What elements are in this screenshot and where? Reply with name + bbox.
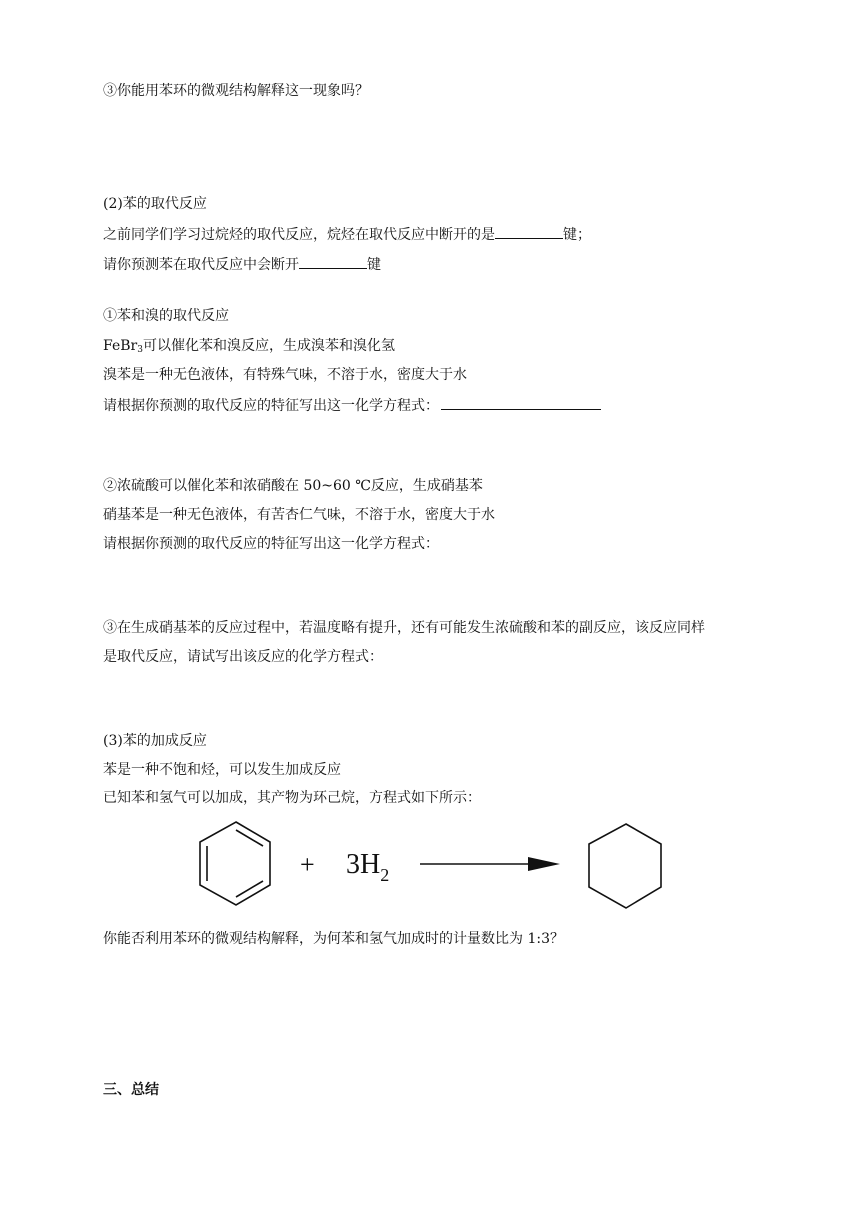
question-3-text: ③你能用苯环的微观结构解释这一现象吗？ — [103, 83, 369, 99]
benzene-bond-suffix: 键 — [367, 257, 381, 273]
bromination-prompt: 请根据你预测的取代反应的特征写出这一化学方程式： — [103, 398, 439, 414]
addition-intro: 苯是一种不饱和烃，可以发生加成反应 — [103, 762, 341, 778]
febr-subscript: 3 — [137, 345, 143, 355]
answer-blank-alkane-bond[interactable] — [495, 224, 563, 239]
section-3-title: (3)苯的加成反应 — [103, 733, 207, 749]
section-2-title: (2)苯的取代反应 — [103, 196, 207, 212]
sulfonation-question-line2: 是取代反应，请试写出该反应的化学方程式： — [103, 649, 383, 665]
hydrogen-reactant — [346, 849, 389, 885]
plus-sign: + — [300, 850, 315, 879]
hydrogen-coefficient: 3H — [346, 849, 381, 880]
answer-blank-benzene-bond[interactable] — [299, 254, 367, 269]
bromination-catalyst — [103, 336, 395, 356]
answer-blank-bromination-equation[interactable] — [441, 395, 601, 410]
benzene-bond-text: 请你预测苯在取代反应中会断开 — [103, 257, 299, 273]
febr-formula: FeBr — [103, 338, 138, 354]
alkane-bond-suffix: 键； — [563, 227, 591, 243]
benzene-structure — [200, 822, 270, 905]
bromination-title: ①苯和溴的取代反应 — [103, 308, 229, 324]
stoichiometry-question: 你能否利用苯环的微观结构解释，为何苯和氢气加成时的计量数比为 1:3？ — [103, 931, 564, 947]
alkane-bond-question — [103, 224, 591, 245]
summary-heading: 三、总结 — [103, 1082, 159, 1098]
hydrogen-subscript: 2 — [380, 865, 390, 885]
alkane-bond-text: 之前同学们学习过烷烃的取代反应，烷烃在取代反应中断开的是 — [103, 227, 495, 243]
nitrobenzene-property: 硝基苯是一种无色液体，有苦杏仁气味，不溶于水，密度大于水 — [103, 507, 495, 523]
cyclohexane-structure — [589, 824, 661, 908]
reaction-arrow — [420, 857, 560, 871]
nitration-prompt: 请根据你预测的取代反应的特征写出这一化学方程式： — [103, 536, 439, 552]
sulfonation-question-line1: ③在生成硝基苯的反应过程中，若温度略有提升，还有可能发生浓硫酸和苯的副反应，该反应同样 — [103, 620, 705, 636]
bromobenzene-property: 溴苯是一种无色液体，有特殊气味，不溶于水，密度大于水 — [103, 367, 467, 383]
bromination-description: 可以催化苯和溴反应，生成溴苯和溴化氢 — [142, 338, 395, 354]
nitration-intro: ②浓硫酸可以催化苯和浓硝酸在 50~60 ℃反应，生成硝基苯 — [103, 478, 483, 494]
benzene-bond-question — [103, 254, 381, 275]
addition-equation-intro: 已知苯和氢气可以加成，其产物为环己烷，方程式如下所示： — [103, 790, 481, 806]
bromination-prompt-line — [103, 395, 601, 416]
hydrogenation-equation — [180, 815, 680, 920]
